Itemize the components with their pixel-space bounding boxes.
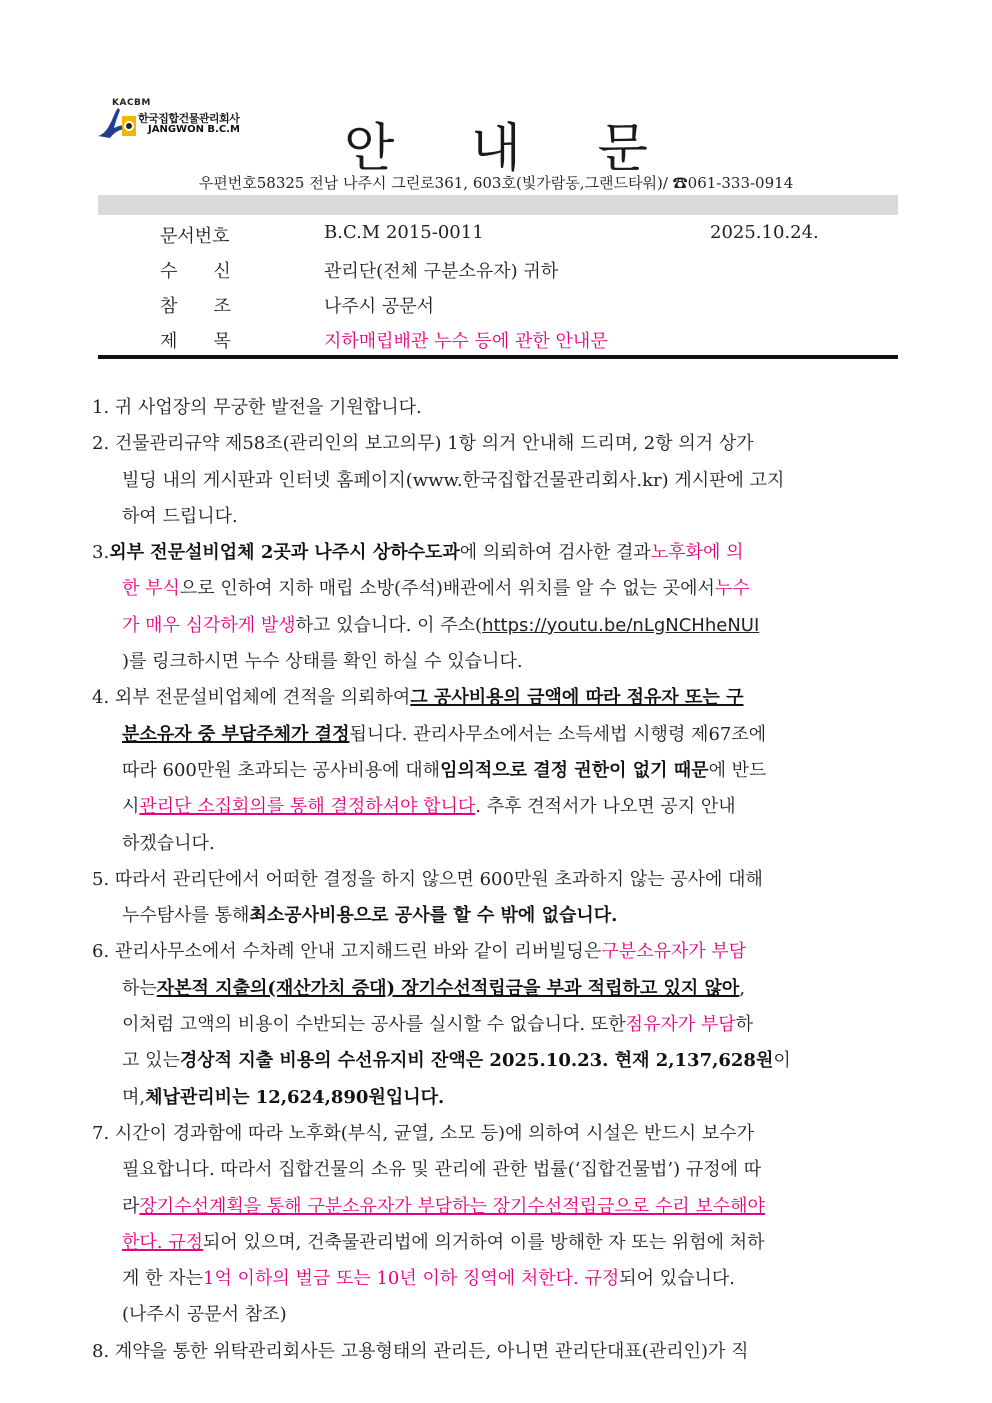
reference-label: 참 조 (160, 296, 231, 317)
logo-abbr: KACBM (112, 98, 151, 108)
item-6-line-1: 6. 관리사무소에서 수차례 안내 고지해드린 바와 같이 리버빌딩은 구분소유자가 부담 (92, 941, 747, 963)
header-divider-bar (98, 195, 898, 215)
item-1: 1. 귀 사업장의 무궁한 발전을 기원합니다. (92, 397, 422, 418)
item-8-line-1: 8. 계약을 통한 위탁관리회사든 고용형태의 관리든, 아니면 관리단대표(관리인)가 직 (92, 1340, 749, 1362)
item-4-line-1: 4. 외부 전문설비업체에 견적을 의뢰하여 그 공사비용의 금액에 따라 점유자 또는 구 (92, 687, 744, 709)
recipient-value: 관리단(전체 구분소유자) 귀하 (324, 261, 559, 282)
document-title: 안 내 문 (344, 119, 678, 179)
item-4-line-4: 시 관리단 소집회의를 통해 결정하셔야 합니다 . 추후 견적서가 나오면 공지 안내 (122, 796, 736, 818)
subject-label: 제 목 (160, 331, 231, 352)
item-5-line-1: 5. 따라서 관리단에서 어떠한 결정을 하지 않으면 600만원 초과하지 않는 공사에 대해 (92, 868, 763, 890)
item-4-line-5: 하겠습니다. (122, 832, 215, 854)
item-4-line-2: 분소유자 중 부담주체가 결정 됩니다. 관리사무소에서는 소득세법 시행령 제67조에 (122, 723, 767, 745)
item-6-line-4: 고 있는 경상적 지출 비용의 수선유지비 잔액은 2025.10.23. 현재 2,137,628원 이 (122, 1050, 791, 1072)
item-3-line-2: 한 부식 으로 인하여 지하 매립 소방(주석)배관에서 위치를 알 수 없는 곳에서 누수 (122, 578, 750, 600)
recipient-label: 수 신 (160, 261, 231, 282)
logo-company-name-ko: 한국집합건물관리회사 (138, 112, 240, 125)
youtube-link[interactable]: https://youtu.be/nLgNCHheNUI (482, 614, 760, 636)
doc-number-label: 문서번호 (160, 226, 230, 247)
item-6-line-5: 며, 체납관리비는 12,624,890원입니다. (122, 1086, 445, 1108)
item-7-line-2: 필요합니다. 따라서 집합건물의 소유 및 관리에 관한 법률(‘집합건물법’) 규정에 따 (122, 1159, 762, 1181)
item-7-line-5: 게 한 자는 1억 이하의 벌금 또는 10년 이하 징역에 처한다. 규정 되어 있습니다. (122, 1268, 736, 1290)
item-7-line-3: 라 장기수선계획을 통해 구분소유자가 부담하는 장기수선적립금으로 수리 보수해야 (122, 1195, 765, 1217)
subject-value: 지하매립배관 누수 등에 관한 안내문 (324, 331, 608, 352)
item-3-line-3: 가 매우 심각하게 발생 하고 있습니다. 이 주소( https://youtu.be/nLgNCHheNUI (92, 608, 898, 644)
item-3-line-4: )를 링크하시면 누수 상태를 확인 하실 수 있습니다. (122, 651, 523, 673)
item-2-line-3: 하여 드립니다. (122, 505, 238, 527)
item-7-line-1: 7. 시간이 경과함에 따라 노후화(부식, 균열, 소모 등)에 의하여 시설은 반드시 보수가 (92, 1122, 755, 1144)
item-2-line-1: 2. 건물관리규약 제58조(관리인의 보고의무) 1항 의거 안내해 드리며, 2항 의거 상가 (92, 433, 754, 455)
reference-value: 나주시 공문서 (324, 296, 435, 317)
item-6-line-3: 이처럼 고액의 비용이 수반되는 공사를 실시할 수 없습니다. 또한 점유자가 부담 하 (122, 1014, 754, 1036)
company-address: 우편번호58325 전남 나주시 그린로361, 603호(빛가람동,그랜드타워)/ ☎061-333-0914 (198, 174, 794, 192)
item-7-line-4: 한다. 규정 되어 있으며, 건축물관리법에 의거하여 이를 방해한 자 또는 위험에 처하 (122, 1231, 765, 1253)
body-content (92, 390, 898, 1370)
item-6-line-2: 하는 자본적 지출의(재산가치 증대) 장기수선적립금을 부과 적립하고 있지 않아 , (122, 977, 746, 999)
header-bottom-rule (98, 355, 898, 359)
logo-company-name-en: JANGWON B.C.M (148, 124, 240, 135)
item-3-line-1: 3. 외부 전문설비업체 2곳과 나주시 상하수도과 에 의뢰하여 검사한 결과 노후화에 의 (92, 542, 744, 564)
item-7-line-6: (나주시 공문서 참조) (122, 1304, 287, 1326)
item-4-line-3: 따라 600만원 초과되는 공사비용에 대해 임의적으로 결정 권한이 없기 때문 에 반드 (122, 759, 767, 781)
item-5-line-2: 누수탐사를 통해 최소공사비용으로 공사를 할 수 밖에 없습니다. (122, 905, 618, 927)
doc-date: 2025.10.24. (710, 222, 819, 243)
doc-number-value: B.C.M 2015-0011 (324, 222, 484, 243)
item-2-line-2: 빌딩 내의 게시판과 인터넷 홈페이지(www.한국집합건물관리회사.kr) 게시판에 고지 (122, 469, 785, 491)
